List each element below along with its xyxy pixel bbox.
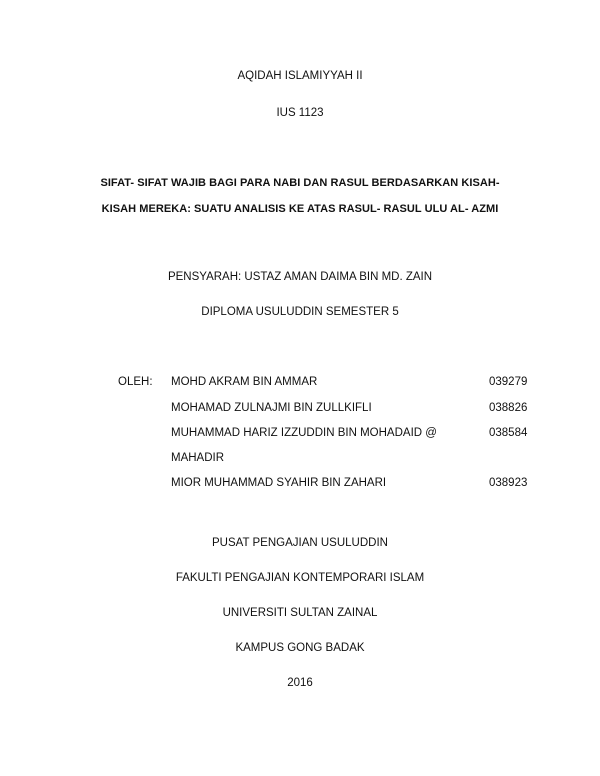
institution-university: UNIVERSITI SULTAN ZAINAL xyxy=(222,607,378,619)
lecturer-line: PENSYARAH: USTAZ AMAN DAIMA BIN MD. ZAIN xyxy=(167,271,433,283)
author-name: MIOR MUHAMMAD SYAHIR BIN ZAHARI xyxy=(171,477,387,489)
thesis-title-line-2: KISAH MEREKA: SUATU ANALISIS KE ATAS RASUL- RASUL ULU AL- AZMI xyxy=(101,203,499,215)
submission-year: 2016 xyxy=(287,677,313,689)
thesis-title-line-1: SIFAT- SIFAT WAJIB BAGI PARA NABI DAN RASUL BERDASARKAN KISAH- xyxy=(100,177,500,189)
course-title: AQIDAH ISLAMIYYAH II xyxy=(237,70,363,82)
author-name-continuation: MAHADIR xyxy=(171,452,225,464)
author-id: 038923 xyxy=(489,477,528,489)
course-code: IUS 1123 xyxy=(276,107,324,119)
program-line: DIPLOMA USULUDDIN SEMESTER 5 xyxy=(201,306,399,318)
author-id: 038584 xyxy=(489,427,528,439)
author-id: 038826 xyxy=(489,402,528,414)
author-name: MOHD AKRAM BIN AMMAR xyxy=(171,376,318,388)
author-id: 039279 xyxy=(489,376,528,388)
institution-campus: KAMPUS GONG BADAK xyxy=(235,642,365,654)
author-name: MOHAMAD ZULNAJMI BIN ZULLKIFLI xyxy=(171,402,372,414)
institution-center: PUSAT PENGAJIAN USULUDDIN xyxy=(212,537,388,549)
authors-label: OLEH: xyxy=(118,376,153,388)
author-name: MUHAMMAD HARIZ IZZUDDIN BIN MOHADAID @ xyxy=(171,427,437,439)
institution-faculty: FAKULTI PENGAJIAN KONTEMPORARI ISLAM xyxy=(175,572,425,584)
